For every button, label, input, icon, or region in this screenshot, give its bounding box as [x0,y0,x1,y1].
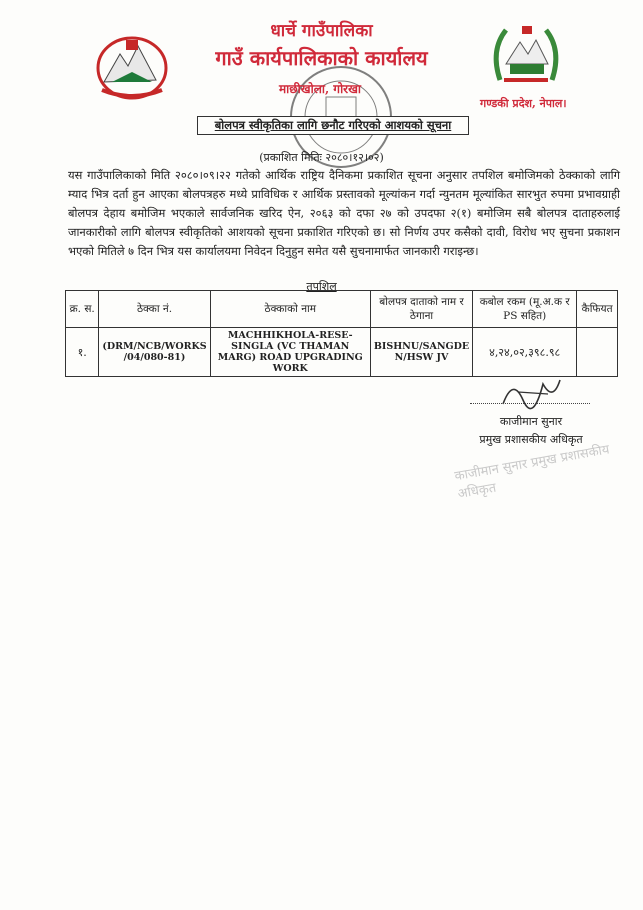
office-title: गाउँ कार्यपालिकाको कार्यालय [215,46,428,70]
cell-remarks [577,328,618,377]
signature-line [470,403,590,404]
header-amount: कबोल रकम (मू.अ.क र PS सहित) [473,291,577,328]
signatory-title: प्रमुख प्रशासकीय अधिकृत [479,433,583,446]
bid-table [65,290,618,377]
stamp-impression: काजीमान सुनार प्रमुख प्रशासकीय अधिकृत [453,442,611,503]
schedule-label: तपशिल [306,280,337,293]
header-contract-name: ठेक्काको नाम [210,291,370,328]
handwritten-signature [498,372,568,412]
header-serial: क्र. स. [66,291,99,328]
published-date: (प्रकाशित मितिः २०८०।१२।०२) [259,151,384,164]
cell-contract-no: (DRM/NCB/WORKS /04/080-81) [99,328,210,377]
table-row [66,328,618,377]
notice-title: बोलपत्र स्वीकृतिका लागि छनौट गरिएको आशयको सूचना [197,116,469,135]
table-header-row [66,291,618,328]
office-address: माछीखोला, गोरखा [278,82,362,96]
notice-body: यस गाउँपालिकाको मिति २०८०।०९।२२ गतेको आर्थिक राष्ट्रिय दैनिकमा प्रकाशित सूचना अनुसार तपशिल बमोजिमको ठेक्काको लागि म्याद भित्र दर्ता हुन आएका बोलपत्रहरु मध्ये प्राविधिक र आर्थिक प्रस्तावको मूल्यांकन गर्दा न्युनतम मूल्यांकित सारभुत रुपमा प्रभावग्राही बोलपत्र देहाय बमोजिम भएकाले सार्वजनिक खरिद ऐन, २०६३ को दफा २७ को उपदफा २(१) बमोजिम सबै बोलपत्र दाताहरुलाई जानकारीको लागि बोलपत्र स्वीकृतिको आशयको सूचना प्रकाशित गरिएको छ। सो निर्णय उपर कसैको दावी, विरोध भए सुचना प्रकाशन भएको मितिले ७ दिन भित्र यस कार्यालयमा निवेदन दिनुहुन समेत यसै सुचनामार्फत जानकारी गराइन्छ। [68,168,620,258]
header-contract-no: ठेक्का नं. [99,291,210,328]
signatory-name: काजीमान सुनार [499,415,563,428]
cell-serial: १. [66,328,99,377]
cell-contract-name: MACHHIKHOLA-RESE-SINGLA (VC THAMAN MARG) ROAD UPGRADING WORK [210,328,370,377]
cell-amount: ४,२४,०२,३९८.९८ [473,328,577,377]
header-bidder: बोलपत्र दाताको नाम र ठेगाना [370,291,472,328]
header-remarks: कैफियत [577,291,618,328]
province-label: गण्डकी प्रदेश, नेपाल। [480,97,567,110]
municipality-name: धार्चे गाउँपालिका [270,21,373,41]
cell-bidder: BISHNU/SANGDE N/HSW JV [370,328,472,377]
